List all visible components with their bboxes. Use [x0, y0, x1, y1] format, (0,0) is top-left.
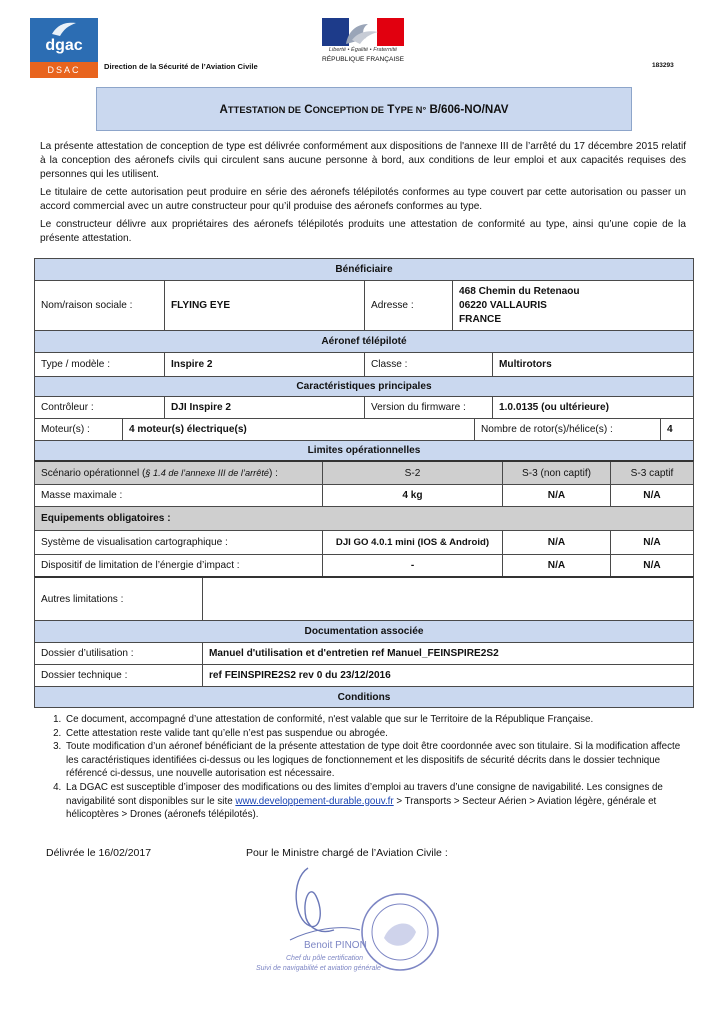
carto-s3-non-captif: N/A — [503, 531, 611, 554]
address-line: FRANCE — [459, 313, 502, 325]
address-label: Adresse : — [365, 281, 453, 330]
section-heading: Bénéficiaire — [35, 259, 693, 280]
delivery-date: Délivrée le 16/02/2017 — [46, 847, 152, 859]
signer-name: Benoit PINON — [304, 940, 367, 951]
class-value: Multirotors — [499, 359, 552, 370]
bird-icon — [50, 20, 78, 38]
minister-line: Pour le Ministre chargé de l’Aviation Civile : — [246, 847, 448, 859]
republic-name: RÉPUBLIQUE FRANÇAISE — [321, 56, 405, 63]
section-heading: Conditions — [35, 687, 693, 707]
section-heading: Aéronef télépiloté — [35, 331, 693, 352]
tech-value: ref FEINSPIRE2S2 rev 0 du 23/12/2016 — [209, 670, 391, 681]
conditions-list — [40, 713, 692, 822]
seal-icon — [362, 894, 438, 970]
type-value: Inspire 2 — [165, 353, 365, 376]
condition-item: 2. Cette attestation reste valide tant qu’elle n’est pas suspendue ou abrogée. — [64, 727, 692, 741]
conditions-header — [34, 686, 694, 708]
signature-icon — [296, 868, 334, 932]
condition-item: 3. Toute modification d’un aéronef bénéficiant de la présente attestation de type doit être coordonnée avec son titulaire. Si la modification affecte les caractéristiques identifiées ci-dessus ou les logiques de fonctionnement et les dispositifs de sécurité décrits dans le dossier technique référencé ci-dessus, une nouvelle autorisation est nécessaire. — [64, 740, 692, 781]
usage-label: Dossier d’utilisation : — [35, 643, 203, 664]
condition-item: 1. Ce document, accompagné d’une attestation de conformité, n'est valable que sur le Territoire de la République Française. — [64, 713, 692, 727]
mass-s3-non-captif: N/A — [503, 485, 611, 506]
republic-motto: Liberté • Égalité • Fraternité — [328, 47, 398, 53]
energy-label: Dispositif de limitation de l’énergie d’impact : — [35, 555, 323, 576]
controller-value: DJI Inspire 2 — [165, 397, 365, 418]
autres-label: Autres limitations : — [35, 578, 203, 620]
title-box — [96, 87, 632, 131]
energy-s3-captif: N/A — [643, 560, 661, 571]
firmware-label: Version du firmware : — [365, 397, 493, 418]
carto-s3-captif: N/A — [643, 537, 661, 548]
scenario-label: Scénario opérationnel ( § 1.4 de l’annexe III de l’arrêté ) : — [35, 462, 323, 484]
autres-row — [34, 576, 694, 620]
tech-row — [34, 664, 694, 686]
page-title: ATTESTATION DE CONCEPTION DE TYPE N° B/606-NO/NAV — [219, 102, 509, 116]
motors-value: 4 moteur(s) électrique(s) — [123, 419, 475, 440]
carto-s2: DJI GO 4.0.1 mini (IOS & Android) — [323, 531, 503, 554]
scenario-s2: S-2 — [323, 462, 503, 484]
intro-text — [40, 140, 686, 250]
equipements-row — [34, 506, 694, 530]
beneficiaire-header — [34, 258, 694, 280]
section-heading: Limites opérationnelles — [35, 441, 693, 460]
name-label: Nom/raison sociale : — [35, 281, 165, 330]
rotors-value: 4 — [667, 424, 673, 435]
autres-value — [203, 578, 693, 620]
type-label: Type / modèle : — [35, 353, 165, 376]
aeronef-header — [34, 330, 694, 352]
intro-paragraph: La présente attestation de conception de type est délivrée conformément aux dispositions de l'annexe III de l’arrêté du 17 décembre 2015 relatif à la conception des aéronefs civils qui circulent sans aucune personne à bord, aux conditions de leur emploi et aux capacités requises des personnes qui les utilisent. — [40, 141, 686, 180]
signer-role: Chef du pôle certification — [286, 955, 364, 962]
scenario-row — [34, 460, 694, 484]
controller-row — [34, 396, 694, 418]
energy-s3-non-captif: N/A — [503, 555, 611, 576]
carto-row — [34, 530, 694, 554]
navigability-link[interactable]: www.developpement-durable.gouv.fr — [235, 795, 394, 807]
firmware-value: 1.0.0135 (ou ultérieure) — [499, 402, 609, 413]
scenario-s3-captif: S-3 captif — [630, 467, 674, 479]
rotors-label: Nombre de rotor(s)/hélice(s) : — [475, 419, 661, 440]
document-number: 183293 — [652, 62, 674, 69]
address-line: 468 Chemin du Retenaou — [459, 285, 580, 297]
section-heading: Documentation associée — [35, 621, 693, 642]
energy-row — [34, 554, 694, 576]
condition-item: 4. La DGAC est susceptible d’imposer des modifications ou des limites d’emploi au travers d’une consigne de navigabilité. Les consignes de navigabilité sont disponibles sur le site www.developpement-durable.gouv.fr > Transports > Secteur Aérien > Aviation légère, générale et hélicoptères > Drones (aéronefs télépilotés). — [64, 781, 692, 822]
mass-row — [34, 484, 694, 506]
direction-label: Direction de la Sécurité de l’Aviation Civile — [104, 62, 258, 71]
class-label: Classe : — [365, 353, 493, 376]
motors-label: Moteur(s) : — [35, 419, 123, 440]
section-heading: Caractéristiques principales — [35, 377, 693, 396]
name-value: FLYING EYE — [165, 281, 365, 330]
mass-s2: 4 kg — [323, 485, 503, 506]
intro-paragraph: Le titulaire de cette autorisation peut produire en série des aéronefs télépilotés conformes au type couvert par cette autorisation ou passer un accord commercial avec un autre constructeur pour qu’il produise des aéronefs conformes au type. — [40, 187, 686, 212]
carto-label: Système de visualisation cartographique : — [35, 531, 323, 554]
energy-s2: - — [323, 555, 503, 576]
signature-stamp — [250, 860, 450, 984]
intro-paragraph: Le constructeur délivre aux propriétaires des aéronefs télépilotés produits une attestation de conformité au type, ainsi qu’une copie de la présente attestation. — [40, 219, 686, 244]
limites-header — [34, 440, 694, 460]
beneficiaire-row — [34, 280, 694, 330]
controller-label: Contrôleur : — [35, 397, 165, 418]
dsac-band: DSAC — [30, 62, 98, 78]
aeronef-row — [34, 352, 694, 376]
mass-label: Masse maximale : — [35, 485, 323, 506]
usage-value: Manuel d'utilisation et d'entretien ref Manuel_FEINSPIRE2S2 — [209, 648, 499, 659]
signer-role: Suivi de navigabilité et aviation générale — [256, 965, 381, 972]
dgac-logo — [30, 18, 98, 78]
tech-label: Dossier technique : — [35, 665, 203, 686]
caracteristiques-header — [34, 376, 694, 396]
scenario-s3-non-captif: S-3 (non captif) — [503, 462, 611, 484]
mass-s3-captif: N/A — [643, 490, 661, 501]
equipements-label: Equipements obligatoires : — [41, 513, 171, 524]
motors-row — [34, 418, 694, 440]
dgac-logo-word: dgac — [45, 37, 83, 54]
usage-row — [34, 642, 694, 664]
documentation-header — [34, 620, 694, 642]
address-line: 06220 VALLAURIS — [459, 299, 547, 311]
address-value — [453, 281, 693, 330]
